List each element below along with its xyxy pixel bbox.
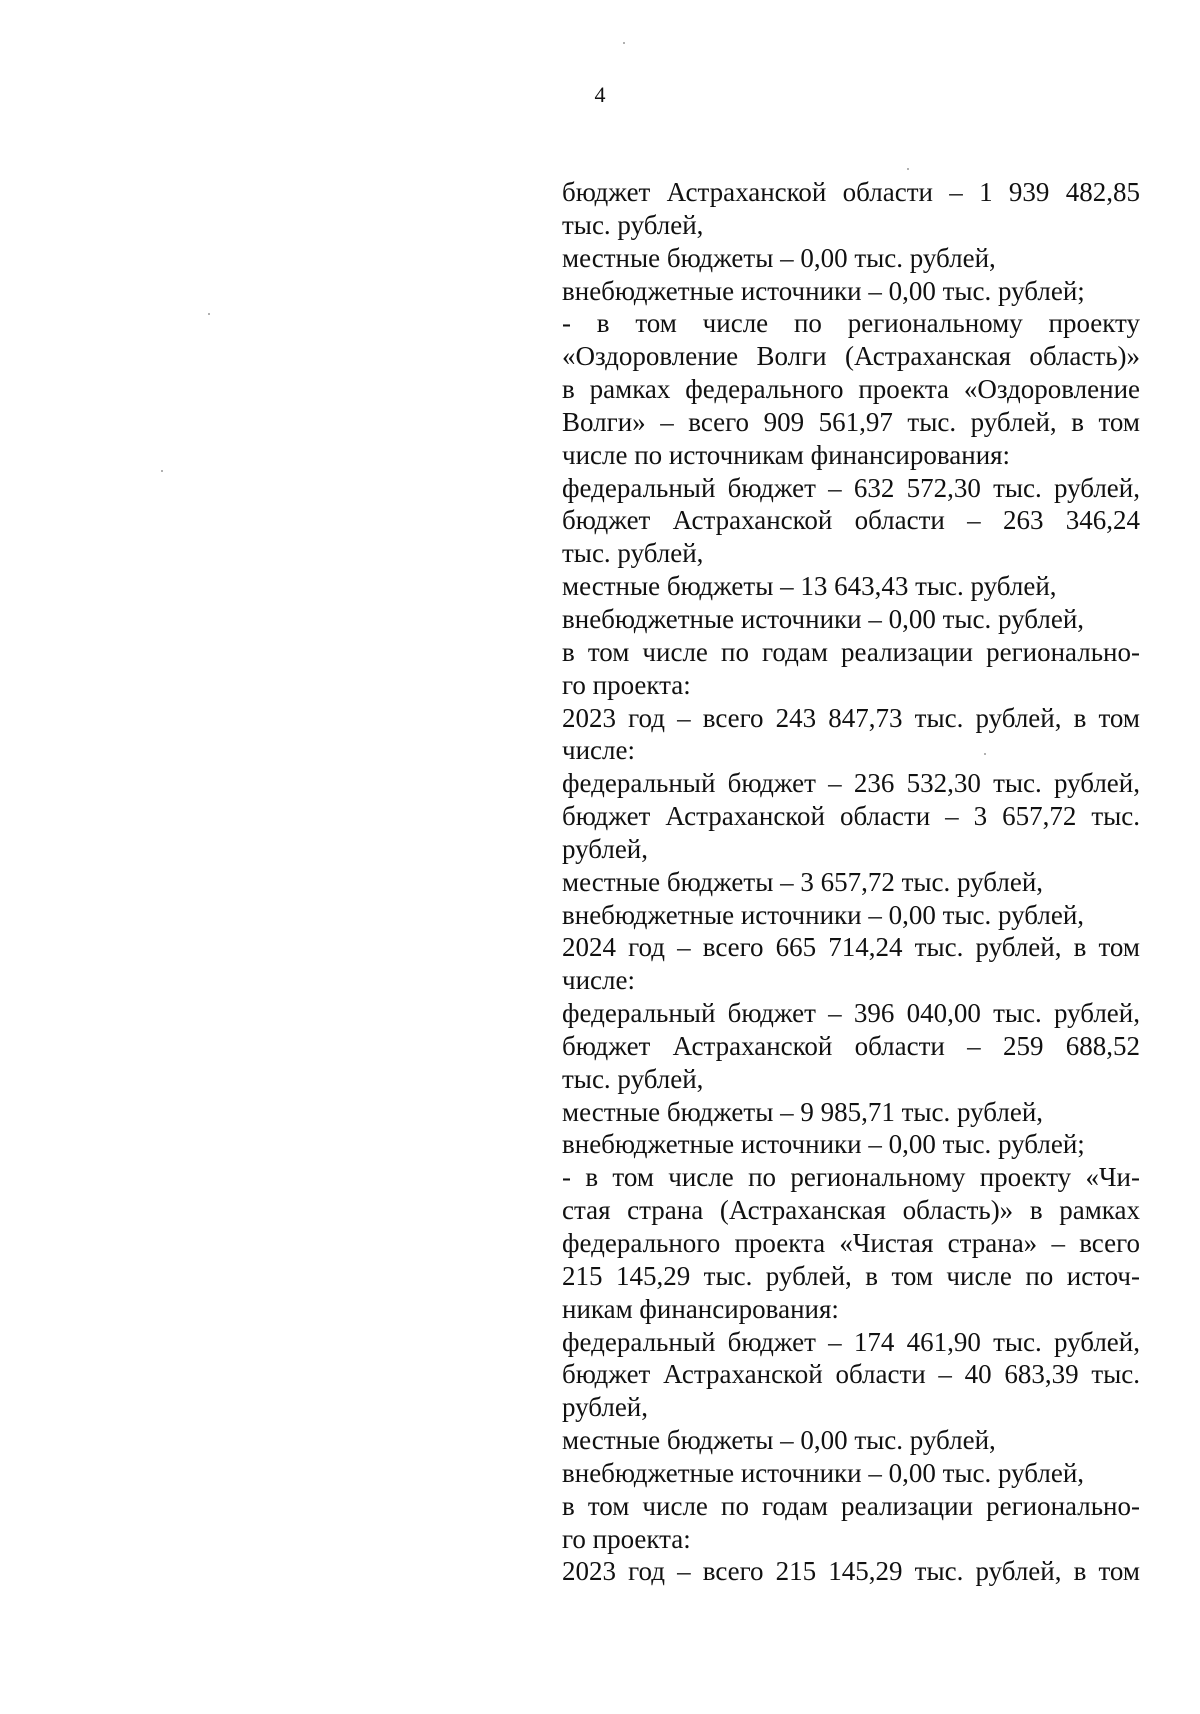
text-line: никам финансирования: <box>562 1293 839 1324</box>
scan-speck <box>907 168 909 170</box>
text-line: числе: <box>562 735 635 766</box>
text-line: 2023 год – всего 243 847,73 тыс. рублей, в том <box>562 702 1140 733</box>
text-line: местные бюджеты – 0,00 тыс. рублей, <box>562 1425 996 1456</box>
text-line: бюджет Астраханской области – 1 939 482,85 <box>562 177 1140 207</box>
page-number: 4 <box>594 82 606 107</box>
text-line: тыс. рублей, <box>562 209 704 240</box>
text-line: местные бюджеты – 0,00 тыс. рублей, <box>562 242 996 273</box>
text-line: внебюджетные источники – 0,00 тыс. рублей, <box>562 899 1085 930</box>
text-line: местные бюджеты – 13 643,43 тыс. рублей, <box>562 571 1057 602</box>
scan-speck <box>161 470 163 472</box>
text-line: го проекта: <box>562 1523 691 1554</box>
text-line: федеральный бюджет – 396 040,00 тыс. рублей, <box>562 998 1140 1029</box>
text-line: федеральный бюджет – 632 572,30 тыс. рублей, <box>562 472 1140 503</box>
scan-speck <box>208 313 210 315</box>
text-line: Волги» – всего 909 561,97 тыс. рублей, в том <box>562 406 1140 437</box>
text-line: бюджет Астраханской области – 263 346,24 <box>562 505 1140 536</box>
text-line: 2023 год – всего 215 145,29 тыс. рублей, в том <box>562 1556 1140 1587</box>
text-line: в том числе по годам реализации регионально- <box>562 1490 1140 1521</box>
scan-speck <box>984 753 986 755</box>
text-line: федерального проекта «Чистая страна» – всего <box>562 1228 1140 1258</box>
text-line: бюджет Астраханской области – 3 657,72 тыс. <box>562 801 1140 832</box>
text-line: 215 145,29 тыс. рублей, в том числе по источ- <box>562 1260 1140 1291</box>
text-line: бюджет Астраханской области – 40 683,39 тыс. <box>562 1359 1140 1390</box>
text-line: «Оздоровление Волги (Астраханская область)» <box>562 341 1140 372</box>
text-line: в том числе по годам реализации регионально- <box>562 636 1140 667</box>
text-line: 2024 год – всего 665 714,24 тыс. рублей, в том <box>562 932 1140 963</box>
text-line: стая страна (Астраханская область)» в рамках <box>562 1195 1140 1226</box>
text-line: местные бюджеты – 3 657,72 тыс. рублей, <box>562 866 1044 897</box>
text-line: числе по источникам финансирования: <box>562 439 1011 470</box>
text-line: внебюджетные источники – 0,00 тыс. рублей; <box>562 1129 1085 1160</box>
scan-speck <box>623 42 625 44</box>
text-line: го проекта: <box>562 669 691 700</box>
text-line: рублей, <box>562 1392 649 1423</box>
text-line: - в том числе по региональному проекту «Чи- <box>562 1162 1140 1193</box>
text-line: федеральный бюджет – 174 461,90 тыс. рублей, <box>562 1326 1140 1357</box>
text-line: внебюджетные источники – 0,00 тыс. рублей, <box>562 1457 1085 1488</box>
text-line: внебюджетные источники – 0,00 тыс. рублей; <box>562 275 1085 306</box>
text-line: бюджет Астраханской области – 259 688,52 <box>562 1030 1140 1061</box>
text-line: - в том числе по региональному проекту <box>562 308 1140 339</box>
text-line: рублей, <box>562 833 649 864</box>
text-line: числе: <box>562 965 635 996</box>
body-text-column <box>562 176 1140 1588</box>
text-line: федеральный бюджет – 236 532,30 тыс. рублей, <box>562 768 1140 799</box>
text-line: внебюджетные источники – 0,00 тыс. рублей, <box>562 603 1085 634</box>
text-line: в рамках федерального проекта «Оздоровление <box>562 374 1140 405</box>
text-line: местные бюджеты – 9 985,71 тыс. рублей, <box>562 1096 1044 1127</box>
text-line: тыс. рублей, <box>562 1063 704 1094</box>
text-line: тыс. рублей, <box>562 538 704 569</box>
